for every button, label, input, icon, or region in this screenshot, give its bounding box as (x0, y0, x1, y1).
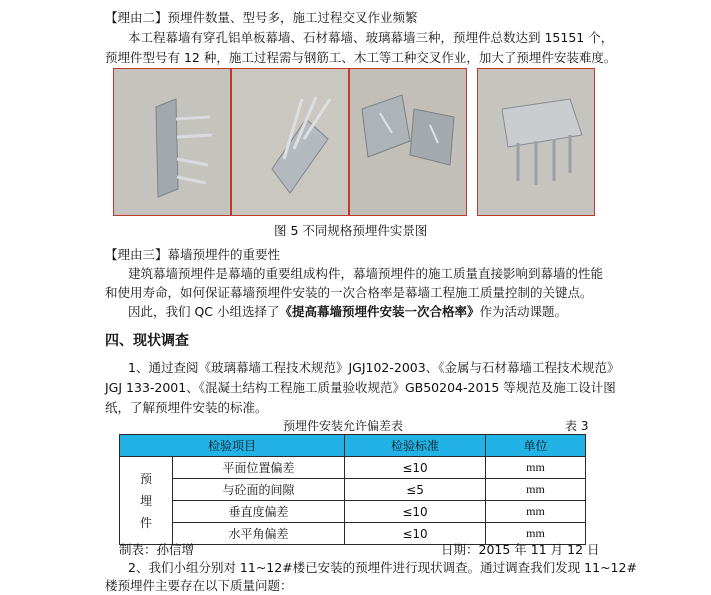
reason3-line2: 和使用寿命，如何保证幕墙预埋件安装的一次合格率是幕墙工程施工质量控制的关键点。 (105, 285, 593, 300)
table-header-row (120, 435, 586, 457)
row-item: 水平角偏差 (173, 523, 345, 545)
table-date: 日期：2015 年 11 月 12 日 (441, 542, 600, 557)
embedded-part-photo-4 (477, 68, 595, 216)
section4-para1-line1: 1、通过查阅《玻璃幕墙工程技术规范》JGJ102-2003、《金属与石材幕墙工程技术规范》 (128, 360, 620, 375)
table-title: 预埋件安装允许偏差表 (283, 419, 404, 433)
table-author: 制表：孙信增 (119, 542, 195, 557)
row-item: 与砼面的间隙 (173, 479, 345, 501)
section4-heading: 四、现状调查 (105, 333, 189, 349)
row-item: 平面位置偏差 (173, 457, 345, 479)
embedded-part-photo-2 (231, 68, 349, 216)
row-unit: mm (486, 501, 586, 523)
embedded-part-photo-1 (113, 68, 231, 216)
deviation-table (119, 434, 586, 545)
embedded-part-photo-3 (349, 68, 467, 216)
reason3-line1: 建筑幕墙预埋件是幕墙的重要组成构件，幕墙预埋件的施工质量直接影响到幕墙的性能 (128, 266, 604, 281)
header-standard: 检验标准 (345, 435, 486, 457)
table-row (120, 501, 586, 523)
row-standard: ≤5 (345, 479, 486, 501)
reason3-heading: 【理由三】幕墙预埋件的重要性 (105, 247, 281, 262)
table-row (120, 457, 586, 479)
row-unit: mm (486, 457, 586, 479)
row-standard: ≤10 (345, 457, 486, 479)
photo-gallery (113, 68, 593, 216)
section4-para1-line3: 纸，了解预埋件安装的标准。 (105, 400, 268, 415)
table-number: 表 3 (565, 419, 589, 433)
reason3-line3: 因此，我们 QC 小组选择了《提高幕墙预埋件安装一次合格率》作为活动课题。 (128, 304, 568, 319)
row-standard: ≤10 (345, 523, 486, 545)
figure-caption: 图 5 不同规格预埋件实景图 (274, 223, 428, 238)
reason2-heading: 【理由二】预埋件数量、型号多，施工过程交叉作业频繁 (105, 10, 418, 25)
table-row (120, 479, 586, 501)
row-unit: mm (486, 479, 586, 501)
header-item: 检验项目 (120, 435, 345, 457)
para2-line2: 楼预埋件主要存在以下质量问题： (105, 578, 293, 593)
section4-para1-line2: JGJ 133-2001、《混凝土结构工程施工质量验收规范》GB50204-2015 等规范及施工设计图 (105, 380, 616, 395)
row-standard: ≤10 (345, 501, 486, 523)
reason2-line1: 本工程幕墙有穿孔铝单板幕墙、石材幕墙、玻璃幕墙三种，预埋件总数达到 15151 个， (128, 30, 614, 45)
para2-line1: 2、我们小组分别对 11~12#楼已安装的预埋件进行现状调查。通过调查我们发现 11~12# (128, 560, 637, 575)
group-label: 预 埋 件 (120, 457, 173, 545)
row-unit: mm (486, 523, 586, 545)
row-item: 垂直度偏差 (173, 501, 345, 523)
reason2-line2: 预埋件型号有 12 种，施工过程需与钢筋工、木工等工种交叉作业，加大了预埋件安装难度。 (105, 50, 617, 65)
header-unit: 单位 (486, 435, 586, 457)
